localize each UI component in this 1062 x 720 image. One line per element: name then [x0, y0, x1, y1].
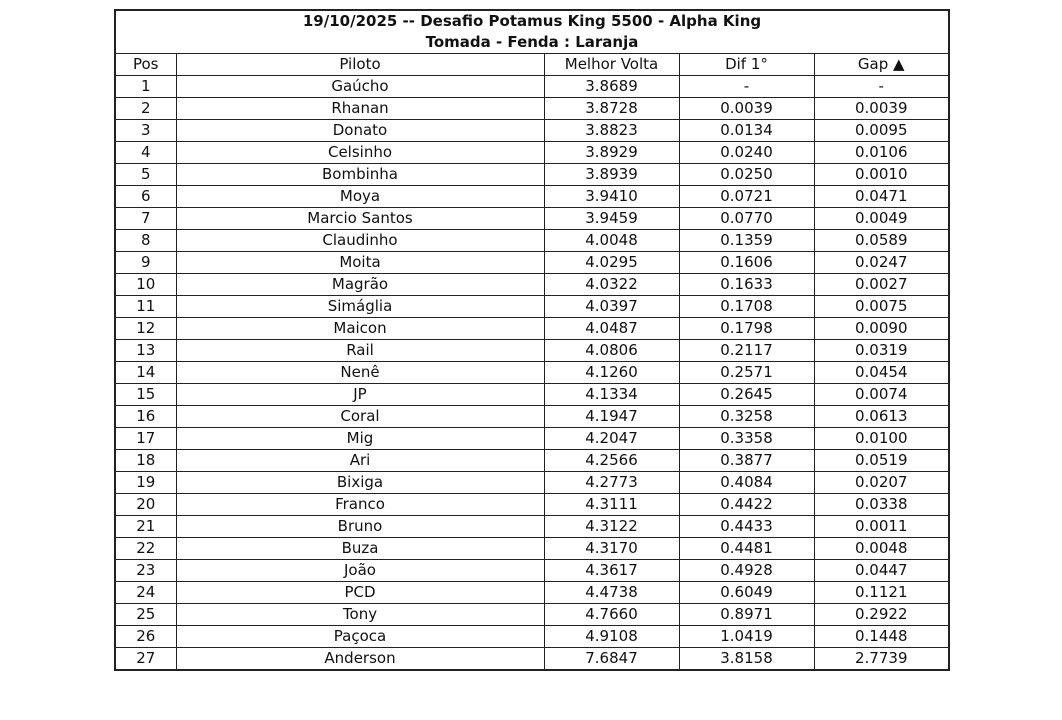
cell-dif: 0.2645 [679, 384, 814, 406]
cell-melhor-volta: 4.0322 [544, 274, 679, 296]
cell-pos: 10 [115, 274, 176, 296]
cell-piloto: Bixiga [176, 472, 544, 494]
cell-dif: 0.0134 [679, 120, 814, 142]
table-body [115, 76, 949, 671]
cell-piloto: Marcio Santos [176, 208, 544, 230]
cell-dif: 0.0039 [679, 98, 814, 120]
table-row [115, 230, 949, 252]
cell-piloto: Bombinha [176, 164, 544, 186]
cell-gap: 0.1448 [814, 626, 949, 648]
cell-melhor-volta: 3.8728 [544, 98, 679, 120]
table-row [115, 208, 949, 230]
cell-piloto: Moya [176, 186, 544, 208]
cell-dif: 1.0419 [679, 626, 814, 648]
table-row [115, 76, 949, 98]
cell-pos: 8 [115, 230, 176, 252]
cell-piloto: JP [176, 384, 544, 406]
table-row [115, 164, 949, 186]
table-row [115, 120, 949, 142]
cell-pos: 18 [115, 450, 176, 472]
cell-dif: 0.3258 [679, 406, 814, 428]
column-header-piloto: Piloto [176, 54, 544, 76]
cell-pos: 24 [115, 582, 176, 604]
cell-melhor-volta: 4.3617 [544, 560, 679, 582]
cell-pos: 26 [115, 626, 176, 648]
cell-dif: - [679, 76, 814, 98]
cell-pos: 11 [115, 296, 176, 318]
column-header-pos: Pos [115, 54, 176, 76]
cell-melhor-volta: 4.3122 [544, 516, 679, 538]
cell-piloto: Celsinho [176, 142, 544, 164]
cell-melhor-volta: 3.9410 [544, 186, 679, 208]
cell-gap: 0.0454 [814, 362, 949, 384]
cell-gap: 2.7739 [814, 648, 949, 671]
cell-gap: 0.0074 [814, 384, 949, 406]
cell-piloto: Franco [176, 494, 544, 516]
column-header-gap[interactable]: Gap ▲ [814, 54, 949, 76]
cell-pos: 16 [115, 406, 176, 428]
cell-pos: 22 [115, 538, 176, 560]
table-row [115, 98, 949, 120]
cell-dif: 0.1633 [679, 274, 814, 296]
table-row [115, 274, 949, 296]
cell-dif: 0.6049 [679, 582, 814, 604]
cell-melhor-volta: 3.8689 [544, 76, 679, 98]
column-header-melhor-volta: Melhor Volta [544, 54, 679, 76]
cell-melhor-volta: 4.0487 [544, 318, 679, 340]
cell-melhor-volta: 7.6847 [544, 648, 679, 671]
cell-pos: 9 [115, 252, 176, 274]
cell-pos: 5 [115, 164, 176, 186]
cell-pos: 15 [115, 384, 176, 406]
cell-pos: 27 [115, 648, 176, 671]
cell-pos: 6 [115, 186, 176, 208]
table-row [115, 428, 949, 450]
cell-gap: 0.0106 [814, 142, 949, 164]
table-row [115, 538, 949, 560]
cell-melhor-volta: 4.1334 [544, 384, 679, 406]
cell-pos: 20 [115, 494, 176, 516]
cell-pos: 2 [115, 98, 176, 120]
title-row [115, 10, 949, 54]
cell-pos: 13 [115, 340, 176, 362]
cell-gap: 0.0207 [814, 472, 949, 494]
cell-dif: 0.3877 [679, 450, 814, 472]
cell-gap: 0.0095 [814, 120, 949, 142]
cell-gap: 0.0010 [814, 164, 949, 186]
table-row [115, 142, 949, 164]
cell-piloto: Rail [176, 340, 544, 362]
cell-melhor-volta: 4.0048 [544, 230, 679, 252]
table-row [115, 406, 949, 428]
cell-gap: 0.0075 [814, 296, 949, 318]
cell-dif: 0.2571 [679, 362, 814, 384]
cell-piloto: Nenê [176, 362, 544, 384]
cell-dif: 0.0770 [679, 208, 814, 230]
cell-dif: 0.4481 [679, 538, 814, 560]
cell-dif: 0.1798 [679, 318, 814, 340]
cell-piloto: Tony [176, 604, 544, 626]
cell-pos: 4 [115, 142, 176, 164]
cell-pos: 14 [115, 362, 176, 384]
cell-gap: 0.2922 [814, 604, 949, 626]
cell-melhor-volta: 3.8823 [544, 120, 679, 142]
cell-piloto: Moita [176, 252, 544, 274]
cell-gap: 0.0100 [814, 428, 949, 450]
cell-piloto: Claudinho [176, 230, 544, 252]
cell-dif: 0.0240 [679, 142, 814, 164]
cell-dif: 0.4422 [679, 494, 814, 516]
cell-melhor-volta: 4.0806 [544, 340, 679, 362]
cell-gap: 0.0027 [814, 274, 949, 296]
cell-piloto: Donato [176, 120, 544, 142]
table-row [115, 340, 949, 362]
cell-piloto: Paçoca [176, 626, 544, 648]
title-line-2: Tomada - Fenda : Laranja [425, 33, 639, 51]
cell-piloto: PCD [176, 582, 544, 604]
table-row [115, 384, 949, 406]
cell-piloto: Coral [176, 406, 544, 428]
cell-melhor-volta: 4.9108 [544, 626, 679, 648]
table-row [115, 648, 949, 671]
cell-melhor-volta: 4.1260 [544, 362, 679, 384]
cell-melhor-volta: 4.2566 [544, 450, 679, 472]
cell-pos: 19 [115, 472, 176, 494]
cell-gap: 0.0319 [814, 340, 949, 362]
table-title [115, 10, 949, 54]
table-row [115, 318, 949, 340]
cell-gap: 0.0048 [814, 538, 949, 560]
cell-melhor-volta: 4.0295 [544, 252, 679, 274]
cell-gap: 0.0090 [814, 318, 949, 340]
cell-melhor-volta: 4.0397 [544, 296, 679, 318]
cell-piloto: Anderson [176, 648, 544, 671]
cell-dif: 0.1606 [679, 252, 814, 274]
cell-piloto: Buza [176, 538, 544, 560]
cell-piloto: João [176, 560, 544, 582]
cell-pos: 12 [115, 318, 176, 340]
cell-melhor-volta: 3.9459 [544, 208, 679, 230]
cell-pos: 21 [115, 516, 176, 538]
cell-gap: 0.0613 [814, 406, 949, 428]
cell-pos: 7 [115, 208, 176, 230]
cell-piloto: Magrão [176, 274, 544, 296]
cell-pos: 25 [115, 604, 176, 626]
cell-piloto: Mig [176, 428, 544, 450]
cell-piloto: Ari [176, 450, 544, 472]
cell-pos: 23 [115, 560, 176, 582]
cell-dif: 0.0250 [679, 164, 814, 186]
cell-dif: 0.0721 [679, 186, 814, 208]
cell-gap: 0.0049 [814, 208, 949, 230]
cell-melhor-volta: 4.2773 [544, 472, 679, 494]
table-row [115, 582, 949, 604]
cell-dif: 0.1359 [679, 230, 814, 252]
cell-dif: 0.4433 [679, 516, 814, 538]
cell-melhor-volta: 4.2047 [544, 428, 679, 450]
cell-gap: 0.0039 [814, 98, 949, 120]
cell-pos: 17 [115, 428, 176, 450]
cell-gap: 0.0338 [814, 494, 949, 516]
table-row [115, 560, 949, 582]
cell-dif: 0.3358 [679, 428, 814, 450]
cell-dif: 0.8971 [679, 604, 814, 626]
cell-gap: 0.0011 [814, 516, 949, 538]
cell-gap: 0.1121 [814, 582, 949, 604]
table-row [115, 450, 949, 472]
cell-melhor-volta: 3.8939 [544, 164, 679, 186]
cell-melhor-volta: 4.3170 [544, 538, 679, 560]
cell-gap: 0.0519 [814, 450, 949, 472]
table-row [115, 186, 949, 208]
cell-melhor-volta: 4.7660 [544, 604, 679, 626]
cell-gap: 0.0589 [814, 230, 949, 252]
table-row [115, 494, 949, 516]
column-header-row [115, 54, 949, 76]
cell-gap: 0.0471 [814, 186, 949, 208]
table-row [115, 516, 949, 538]
title-line-1: 19/10/2025 -- Desafio Potamus King 5500 - Alpha King [302, 12, 762, 30]
cell-dif: 0.2117 [679, 340, 814, 362]
table-row [115, 296, 949, 318]
table-row [115, 604, 949, 626]
cell-gap: 0.0247 [814, 252, 949, 274]
cell-dif: 0.4084 [679, 472, 814, 494]
cell-melhor-volta: 4.4738 [544, 582, 679, 604]
table-row [115, 472, 949, 494]
table-row [115, 362, 949, 384]
cell-dif: 0.4928 [679, 560, 814, 582]
cell-gap: - [814, 76, 949, 98]
results-table [114, 9, 950, 671]
cell-pos: 3 [115, 120, 176, 142]
table-row [115, 252, 949, 274]
cell-melhor-volta: 4.1947 [544, 406, 679, 428]
table-row [115, 626, 949, 648]
cell-melhor-volta: 3.8929 [544, 142, 679, 164]
cell-dif: 3.8158 [679, 648, 814, 671]
cell-piloto: Rhanan [176, 98, 544, 120]
cell-piloto: Simáglia [176, 296, 544, 318]
cell-gap: 0.0447 [814, 560, 949, 582]
cell-pos: 1 [115, 76, 176, 98]
column-header-dif: Dif 1° [679, 54, 814, 76]
cell-dif: 0.1708 [679, 296, 814, 318]
cell-piloto: Bruno [176, 516, 544, 538]
cell-piloto: Gaúcho [176, 76, 544, 98]
cell-melhor-volta: 4.3111 [544, 494, 679, 516]
cell-piloto: Maicon [176, 318, 544, 340]
